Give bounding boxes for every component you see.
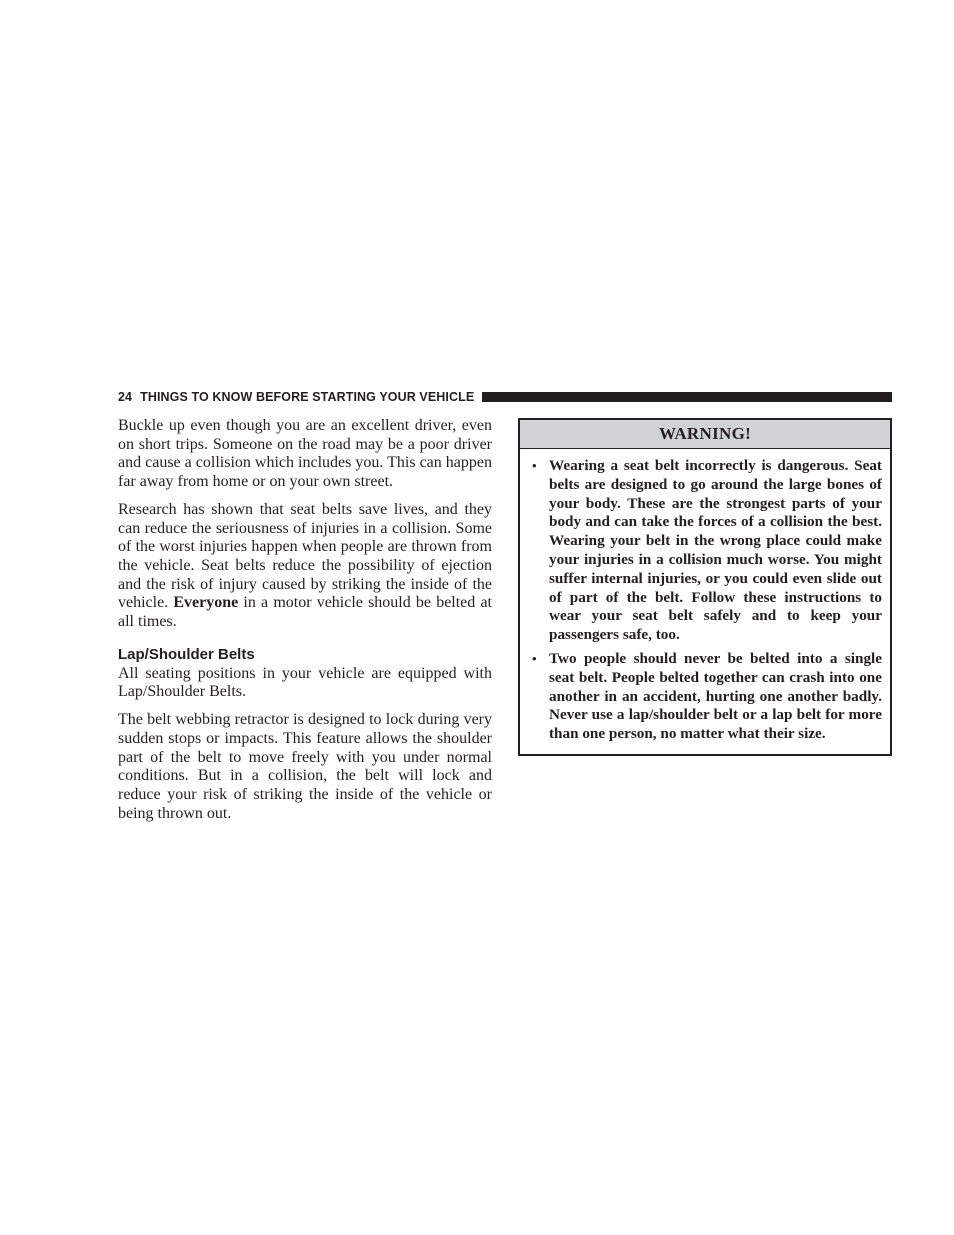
paragraph-buckle-up: Buckle up even though you are an excellent driver, even on short trips. Someone on the road may be a poor driver and cause a collision which includes you. This can happen far away from home or on your own street. bbox=[118, 417, 492, 491]
warning-list bbox=[520, 449, 890, 754]
paragraph-research-text-end: in a motor vehicle should be belted at all times. bbox=[118, 594, 492, 631]
paragraph-research-emphasis: Everyone bbox=[173, 594, 239, 612]
paragraph-seating-positions: All seating positions in your vehicle are equipped with Lap/Shoulder Belts. bbox=[118, 664, 492, 701]
warning-item bbox=[530, 650, 882, 744]
paragraph-research bbox=[118, 501, 492, 632]
page-header bbox=[118, 389, 892, 405]
paragraph-retractor: The belt webbing retractor is designed to lock during very sudden stops or impacts. This feature allows the shoulder part of the belt to move freely with you under normal conditions. But in a collision, the belt will lock and reduce your risk of striking the inside of the vehicle or being thrown out. bbox=[118, 711, 492, 822]
section-heading-lap-shoulder: Lap/Shoulder Belts bbox=[118, 645, 255, 663]
bullet-icon: • bbox=[532, 650, 537, 666]
left-column bbox=[118, 417, 492, 832]
warning-item bbox=[530, 457, 882, 645]
section-title: THINGS TO KNOW BEFORE STARTING YOUR VEHICLE bbox=[140, 390, 475, 404]
warning-item-text: Wearing a seat belt incorrectly is dangerous. Seat belts are designed to go around the large bones of your body. These are the strongest parts of your body and can take the forces of a collision the best. Wearing your belt in the wrong place could make your injuries in a collision much worse. You might suffer internal injuries, or you could even slide out of part of the belt. Follow these instructions to wear your seat belt safely and to keep your passengers safe, too. bbox=[549, 457, 882, 644]
paragraph-research-text: Research has shown that seat belts save lives, and they can reduce the seriousness of injuries in a collision. Some of the worst injuries happen when people are thrown from the vehicle. Seat belts reduce the possibility of ejection and the risk of injury caused by striking the inside of the vehicle. bbox=[118, 500, 492, 612]
bullet-icon: • bbox=[532, 458, 537, 473]
warning-item-text: Two people should never be belted into a single seat belt. People belted together can crash into one another in an accident, hurting one another badly. Never use a lap/shoulder belt or a lap belt for more than one person, no matter what their size. bbox=[549, 649, 882, 743]
warning-box bbox=[518, 418, 892, 756]
header-rule bbox=[482, 392, 892, 402]
warning-title: WARNING! bbox=[520, 420, 890, 449]
header-text bbox=[118, 390, 474, 404]
page-number: 24 bbox=[118, 390, 133, 404]
